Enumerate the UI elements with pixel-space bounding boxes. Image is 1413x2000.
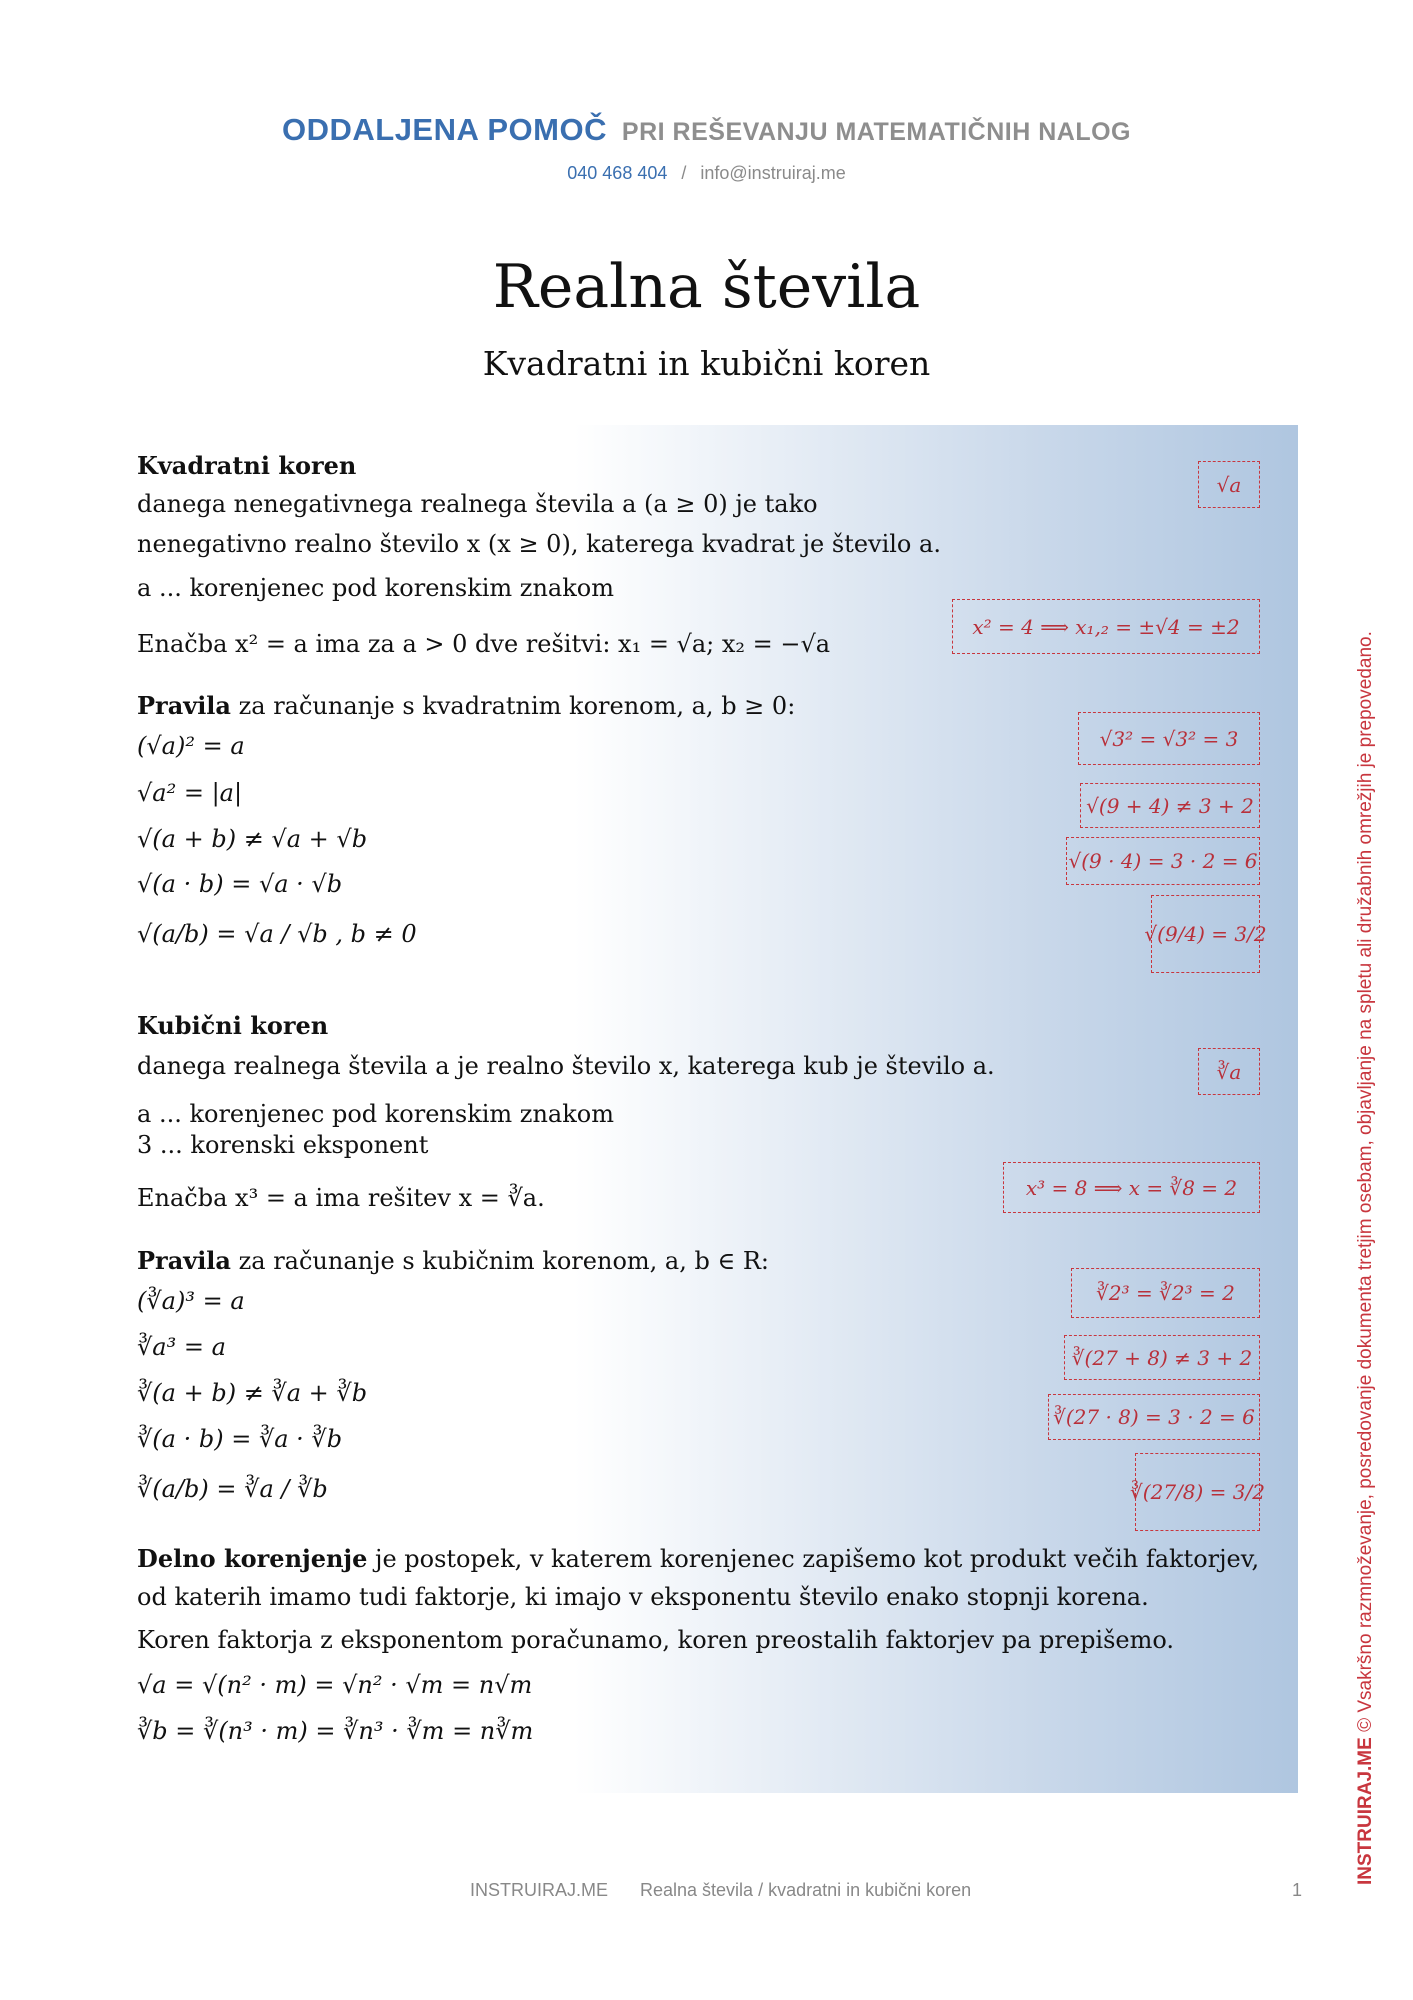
header-brand [0,112,1413,148]
cubic-rule-1: (∛a)³ = a [137,1287,245,1315]
partial-line2: od katerih imamo tudi faktorje, ki imajo v eksponentu število enako stopnji korena. [137,1583,1149,1611]
brand-sub: PRI REŠEVANJU MATEMATIČNIH NALOG [621,118,1131,146]
square-example-rule5: √(9/4) = 3/2 [1151,895,1260,973]
partial-formula-square: √a = √(n² · m) = √n² · √m = n√m [137,1671,533,1699]
cubic-rule-2: ∛a³ = a [137,1333,226,1361]
cubic-heading: Kubični koren [137,1011,329,1040]
partial-line1: Delno korenjenje je postopek, v katerem korenjenec zapišemo kot produkt večih faktorjev, [137,1544,1260,1573]
square-equation: Enačba x² = a ima za a > 0 dve rešitvi: x₁ = √a; x₂ = −√a [137,630,831,658]
square-definition-line1: danega nenegativnega realnega števila a (a ≥ 0) je tako [137,490,818,518]
page-number: 1 [1292,1880,1303,1900]
square-rule-2: √a² = |a| [137,779,243,807]
cubic-exponent-note: 3 ... korenski eksponent [137,1131,429,1159]
partial-formula-cubic: ∛b = ∛(n³ · m) = ∛n³ · ∛m = n∛m [137,1717,534,1745]
side-text: © Vsakršno razmnoževanje, posredovanje dokumenta tretjim osebam, objavljanje na spletu ali družabnih omrežjih je prepovedano. [1355,631,1376,1732]
cubic-rule-5: ∛(a/b) = ∛a / ∛b [137,1475,328,1503]
cubic-radicand-note: a ... korenjenec pod korenskim znakom [137,1100,614,1128]
phone-number[interactable]: 040 468 404 [567,163,668,183]
brand-main: ODDALJENA POMOČ [281,112,607,147]
square-example-rule4: √(9 · 4) = 3 · 2 = 6 [1066,837,1260,885]
square-rules-heading: Pravila za računanje s kvadratnim korenom, a, b ≥ 0: [137,691,796,720]
cubic-rule-4: ∛(a · b) = ∛a · ∛b [137,1425,343,1453]
page-subtitle: Kvadratni in kubični koren [482,344,931,383]
cubic-example-rule1: ∛2³ = ∛2³ = 2 [1071,1268,1260,1318]
cubic-example-rule5: ∛(27/8) = 3/2 [1135,1453,1260,1531]
footer-brand: INSTRUIRAJ.ME [470,1880,609,1900]
footer-document: Realna števila / kvadratni in kubični koren [640,1880,972,1900]
square-example-rule3: √(9 + 4) ≠ 3 + 2 [1080,783,1260,828]
cubic-example-rule3: ∛(27 + 8) ≠ 3 + 2 [1064,1335,1260,1380]
cubic-rules-heading: Pravila za računanje s kubičnim korenom, a, b ∈ R: [137,1246,770,1275]
email-link[interactable]: info@instruiraj.me [700,163,846,183]
copyright-note [1355,631,1377,1885]
square-rule-4: √(a · b) = √a · √b [137,870,343,898]
side-brand: INSTRUIRAJ.ME [1355,1737,1376,1885]
square-example-equation: x² = 4 ⟹ x₁,₂ = ±√4 = ±2 [952,599,1260,654]
contact-separator: / [681,163,687,183]
partial-line3: Koren faktorja z eksponentom poračunamo, koren preostalih faktorjev pa prepišemo. [137,1626,1175,1654]
cubic-definition: danega realnega števila a je realno število x, katerega kub je število a. [137,1052,995,1080]
cubic-example-symbol: ∛a [1198,1048,1260,1095]
square-radicand-note: a ... korenjenec pod korenskim znakom [137,574,614,602]
square-heading: Kvadratni koren [137,451,357,480]
square-rule-3: √(a + b) ≠ √a + √b [137,825,368,853]
square-rule-5: √(a/b) = √a / √b , b ≠ 0 [137,920,417,948]
cubic-example-rule4: ∛(27 · 8) = 3 · 2 = 6 [1048,1394,1260,1440]
square-rule-1: (√a)² = a [137,732,245,760]
cubic-equation: Enačba x³ = a ima rešitev x = ∛a. [137,1184,545,1212]
square-example-rule1: √3² = √3² = 3 [1078,712,1260,765]
cubic-example-equation: x³ = 8 ⟹ x = ∛8 = 2 [1003,1162,1260,1213]
square-definition-line2: nenegativno realno število x (x ≥ 0), katerega kvadrat je število a. [137,530,941,558]
cubic-rule-3: ∛(a + b) ≠ ∛a + ∛b [137,1379,368,1407]
header-contact [0,163,1413,184]
page-title: Realna števila [492,252,921,322]
square-example-symbol: √a [1198,461,1260,508]
